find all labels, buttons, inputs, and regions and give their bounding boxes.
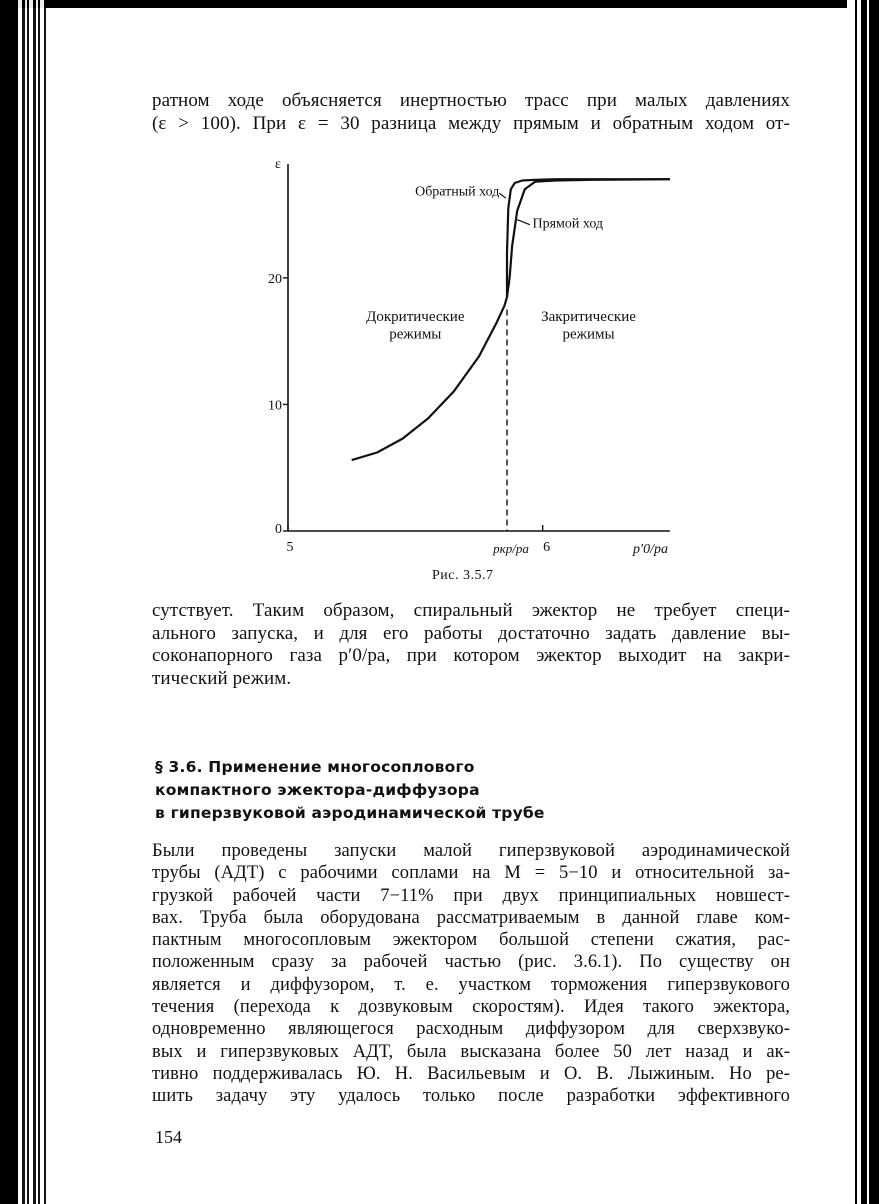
page-number: 154	[155, 1127, 182, 1147]
subcritical-label: режимы	[389, 326, 442, 343]
text-line: вых и гиперзвуковых АДТ, была высказана более 50 лет назад и ак-	[152, 1041, 790, 1062]
page-top-edge	[0, 0, 879, 8]
text-line: тический режим.	[152, 667, 292, 689]
text-line: ального запуска, и для его работы достаточно задать давление вы-	[152, 622, 790, 644]
text-line: шить задачу эту удалось только после разработки эффективного	[152, 1086, 790, 1107]
text-line: (ε > 100). При ε = 30 разница между прямым и обратным ходом от-	[152, 112, 790, 134]
figure-caption: Рис. 3.5.7	[432, 568, 494, 583]
reverse-stroke-pointer	[499, 193, 505, 198]
top-paragraph	[152, 90, 790, 135]
reverse-stroke-line	[507, 179, 670, 297]
bottom-paragraph	[152, 840, 790, 1108]
chart-svg	[270, 150, 690, 590]
text-line: течения (перехода к дозвуковым скоростям). Идея такого эжектора,	[152, 997, 790, 1018]
text-line: сутствует. Таким образом, спиральный эжектор не требует специ-	[152, 600, 790, 621]
text-line: вах. Труба была оборудована рассматриваемым в данной главе ком-	[152, 907, 790, 928]
critical-marker	[492, 310, 529, 556]
text-line: Были проведены запуски малой гиперзвуковой аэродинамической	[152, 841, 790, 861]
text-line: является и диффузором, т. е. участком торможения гиперзвукового	[152, 974, 790, 995]
text-line: положенным сразу за рабочей частью (рис. 3.6.1). По существу он	[152, 952, 790, 973]
heading-line: в гиперзвуковой аэродинамической трубе	[155, 804, 545, 822]
x-tick-label: 5	[286, 540, 294, 555]
reverse-stroke-label: Обратный ход	[415, 184, 500, 200]
text-line: одновременно являющегося расходным диффузором для сверхзвуко-	[152, 1019, 790, 1040]
section-heading	[155, 756, 755, 825]
supercritical-label: режимы	[562, 326, 615, 343]
chart-axes	[275, 157, 670, 557]
forward-stroke-label: Прямой ход	[532, 216, 604, 232]
text-line: пактным многосопловым эжектором большой степени сжатия, рас-	[152, 930, 790, 951]
supercritical-label: Закритические	[541, 308, 636, 325]
y-tick-label: 10	[268, 398, 282, 414]
text-line: соконапорного газа p′0/pa, при котором эжектор выходит на закри-	[152, 645, 790, 667]
y-tick-label: 0	[275, 522, 282, 537]
subcritical-label: Докритические	[366, 308, 465, 325]
text-line: трубы (АДТ) с рабочими соплами на M = 5−10 и относительной за-	[152, 863, 790, 884]
chart-annotations	[366, 185, 636, 343]
y-axis-label: ε	[275, 157, 281, 172]
y-tick-label: 20	[268, 271, 282, 287]
heading-line: компактного эжектора-диффузора	[155, 781, 480, 799]
forward-stroke-pointer	[517, 220, 530, 225]
x-axis-label: p′0/pa	[633, 542, 668, 557]
text-line: ратном ходе объясняется инертностью трасс при малых давлениях	[152, 90, 790, 111]
middle-paragraph	[152, 600, 790, 690]
book-binding-shadow	[0, 0, 18, 1204]
figure-3-5-7	[270, 150, 690, 600]
x-tick-label: 6	[543, 540, 551, 555]
text-line: грузкой рабочей части 7−11% при двух принципиальных новшест-	[152, 885, 790, 906]
page-right-edge	[847, 0, 879, 1204]
text-line: тивно поддерживалась Ю. Н. Васильевым и О. В. Лыжиным. Но ре-	[152, 1063, 790, 1084]
critical-pressure-label: pкр/pa	[493, 541, 529, 556]
heading-line: § 3.6. Применение многосоплового	[155, 758, 475, 776]
